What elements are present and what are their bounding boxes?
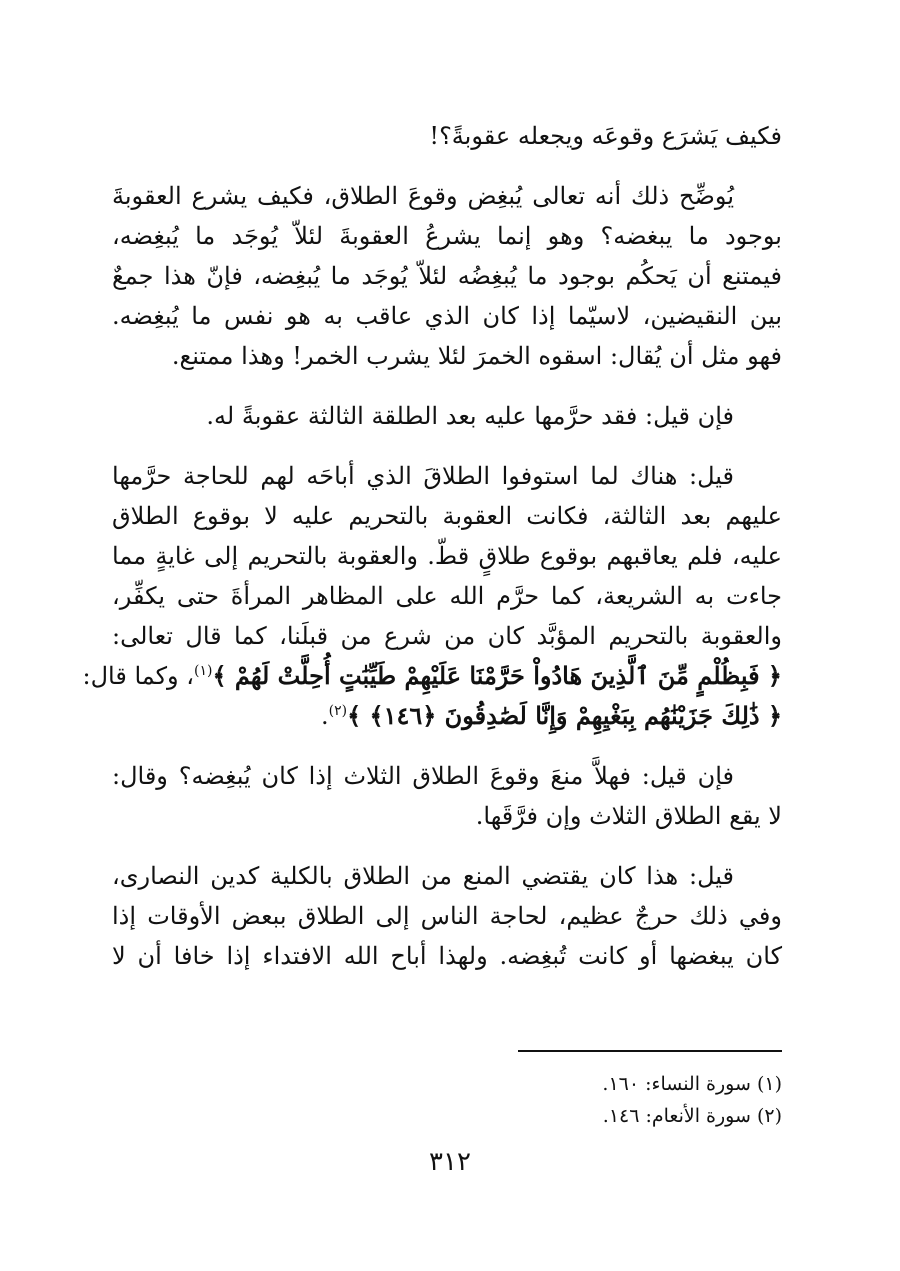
text-line: فهو مثل أن يُقال: اسقوه الخمرَ لئلا يشرب الخمر! وهذا ممتنع. [171,342,782,370]
quran-verse: ﴿ فَبِظُلْمٍ مِّنَ ٱلَّذِينَ هَادُواْ حَرَّمْنَا عَلَيْهِمْ طَيِّبَٰتٍ أُحِلَّتْ لَهُمْ ﴾ [212,661,782,690]
text-line: وفي ذلك حرجٌ عظيم، لحاجة الناس إلى الطلاق ببعض الأوقات إذا [112,902,782,930]
main-text [82,116,783,996]
text-line: والعقوبة بالتحريم المؤبَّد كان من شرع من قبلَنا، كما قال تعالى: [112,622,782,650]
footnote-separator [518,1050,782,1052]
quran-verse: ﴿ ذَٰلِكَ جَزَيْنَٰهُم بِبَغْيِهِمْ وَإِنَّا لَصَٰدِقُونَ ﴿١٤٦﴾ ﴾ [347,701,782,730]
paragraph-6 [112,856,782,976]
paragraph-2 [112,176,782,376]
footnote-1: (١) سورة النساء: ١٦٠. [602,1073,782,1095]
text-line: فكيف يَشرَع وقوعَه ويجعله عقوبةً؟! [429,122,782,150]
paragraph-4 [82,456,783,736]
footnote-reference: (١) [194,663,213,679]
text-line: قيل: هذا كان يقتضي المنع من الطلاق بالكلية كدين النصارى، [112,862,734,890]
text-line: بين النقيضين، لاسيّما إذا كان الذي عاقب به هو نفس ما يُبغِضه. [112,302,782,330]
paragraph-3 [112,396,782,436]
text-line: يُوضِّح ذلك أنه تعالى يُبغِض وقوعَ الطلاق، فكيف يشرع العقوبةَ [112,182,734,210]
paragraph-1 [112,116,782,156]
text-line: عليه، فلم يعاقبهم بوقوع طلاقٍ قطّ. والعقوبة بالتحريم إلى غايةٍ مما [112,542,783,570]
text-line: لا يقع الطلاق الثلاث وإن فرَّقَها. [475,802,782,830]
quran-line-2 [112,696,782,736]
text-line: قيل: هناك لما استوفوا الطلاقَ الذي أباحَه لهم للحاجة حرَّمها [112,462,734,490]
quran-line-1 [82,656,782,696]
footnote-2: (٢) سورة الأنعام: ١٤٦. [602,1105,782,1127]
text-fragment: . [320,702,329,730]
text-line: بوجود ما يبغضه؟ وهو إنما يشرعُ العقوبةَ لئلاّ يُوجَد ما يُبغِضه، [112,222,782,250]
text-line: جاءت به الشريعة، كما حرَّم الله على المظاهر المرأةَ حتى يكفِّر، [112,582,782,610]
text-line: فإن قيل: فهلاَّ منعَ وقوعَ الطلاق الثلاث إذا كان يُبغِضه؟ وقال: [112,762,734,790]
paragraph-5 [112,756,782,836]
text-line: فإن قيل: فقد حرَّمها عليه بعد الطلقة الثالثة عقوبةً له. [206,402,734,430]
text-fragment: ، وكما قال: [82,662,195,690]
text-line: عليهم بعد الثالثة، فكانت العقوبة بالتحريم عليه لا بوقوع الطلاق [112,502,782,530]
footnotes [282,1068,782,1132]
text-line: كان يبغضها أو كانت تُبغِضه. ولهذا أباح الله الافتداء إذا خافا أن لا [112,942,782,970]
page-number: ٣١٢ [429,1147,471,1177]
footnote-reference: (٢) [328,703,348,719]
text-line: فيمتنع أن يَحكُم بوجود ما يُبغِضُه لئلاّ يُوجَد ما يُبغِضه، فإنّ هذا جمعٌ [112,262,782,290]
